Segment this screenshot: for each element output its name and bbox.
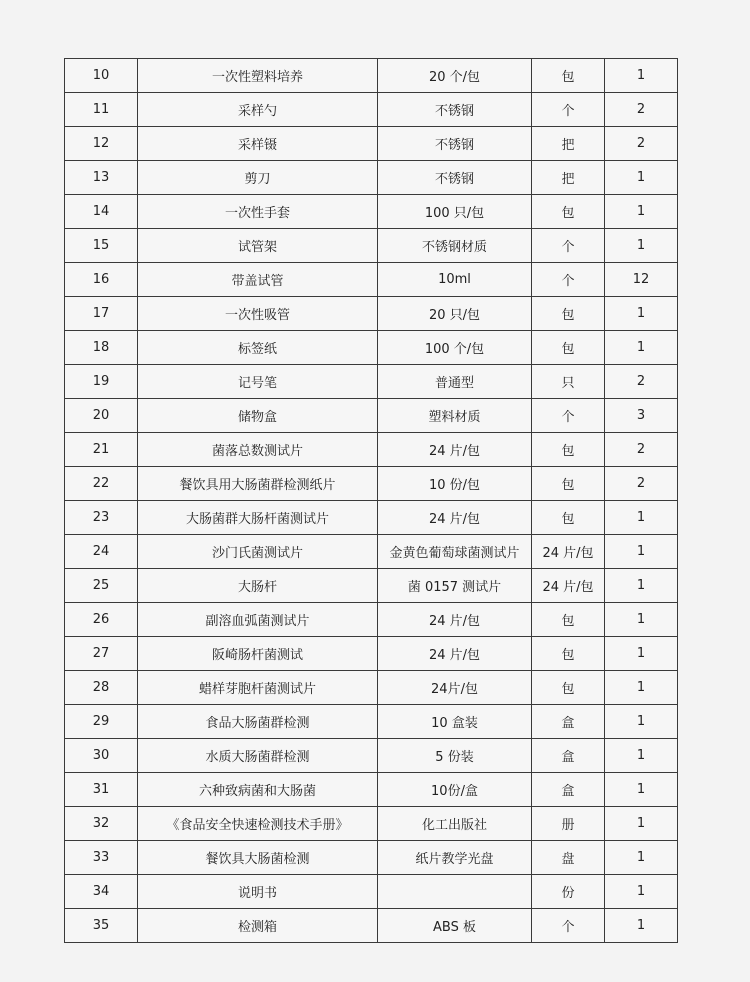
item-spec-cell: 不锈钢 [378, 127, 532, 161]
item-number-cell: 29 [65, 705, 138, 739]
item-name-cell: 标签纸 [138, 331, 378, 365]
table-row [65, 773, 678, 807]
table-row [65, 909, 678, 943]
item-spec-cell: 化工出版社 [378, 807, 532, 841]
item-unit-cell: 册 [532, 807, 605, 841]
item-quantity-cell: 1 [605, 841, 678, 875]
item-spec-cell: ABS 板 [378, 909, 532, 943]
table-row [65, 263, 678, 297]
table-row [65, 637, 678, 671]
table-row [65, 467, 678, 501]
table-row [65, 331, 678, 365]
item-unit-cell: 包 [532, 637, 605, 671]
item-number-cell: 25 [65, 569, 138, 603]
item-unit-cell: 个 [532, 399, 605, 433]
item-quantity-cell: 2 [605, 365, 678, 399]
item-number-cell: 26 [65, 603, 138, 637]
item-spec-cell: 100 只/包 [378, 195, 532, 229]
item-quantity-cell: 2 [605, 127, 678, 161]
item-unit-cell: 盒 [532, 739, 605, 773]
item-name-cell: 采样镊 [138, 127, 378, 161]
item-spec-cell: 10份/盒 [378, 773, 532, 807]
item-unit-cell: 份 [532, 875, 605, 909]
item-name-cell: 储物盒 [138, 399, 378, 433]
item-spec-cell: 10 盒装 [378, 705, 532, 739]
item-name-cell: 菌落总数测试片 [138, 433, 378, 467]
item-spec-cell: 不锈钢材质 [378, 229, 532, 263]
item-number-cell: 16 [65, 263, 138, 297]
item-name-cell: 采样勺 [138, 93, 378, 127]
table-row [65, 93, 678, 127]
item-spec-cell: 普通型 [378, 365, 532, 399]
table-row [65, 59, 678, 93]
item-name-cell: 《食品安全快速检测技术手册》 [138, 807, 378, 841]
item-number-cell: 11 [65, 93, 138, 127]
item-name-cell: 餐饮具大肠菌检测 [138, 841, 378, 875]
item-unit-cell: 把 [532, 127, 605, 161]
item-name-cell: 阪崎肠杆菌测试 [138, 637, 378, 671]
item-name-cell: 餐饮具用大肠菌群检测纸片 [138, 467, 378, 501]
item-name-cell: 六种致病菌和大肠菌 [138, 773, 378, 807]
item-spec-cell: 5 份装 [378, 739, 532, 773]
table-row [65, 365, 678, 399]
item-spec-cell: 20 只/包 [378, 297, 532, 331]
item-spec-cell: 24 片/包 [378, 603, 532, 637]
item-number-cell: 32 [65, 807, 138, 841]
item-name-cell: 副溶血弧菌测试片 [138, 603, 378, 637]
item-number-cell: 18 [65, 331, 138, 365]
item-number-cell: 24 [65, 535, 138, 569]
table-row [65, 705, 678, 739]
item-spec-cell: 纸片教学光盘 [378, 841, 532, 875]
item-unit-cell: 盒 [532, 705, 605, 739]
item-spec-cell: 24片/包 [378, 671, 532, 705]
item-spec-cell: 24 片/包 [378, 637, 532, 671]
item-quantity-cell: 1 [605, 535, 678, 569]
item-quantity-cell: 1 [605, 569, 678, 603]
item-unit-cell: 24 片/包 [532, 535, 605, 569]
item-number-cell: 17 [65, 297, 138, 331]
item-number-cell: 12 [65, 127, 138, 161]
item-quantity-cell: 1 [605, 331, 678, 365]
item-number-cell: 22 [65, 467, 138, 501]
table-row [65, 229, 678, 263]
item-unit-cell: 包 [532, 433, 605, 467]
item-name-cell: 沙门氏菌测试片 [138, 535, 378, 569]
item-quantity-cell: 2 [605, 93, 678, 127]
item-spec-cell: 塑料材质 [378, 399, 532, 433]
table-row [65, 161, 678, 195]
item-quantity-cell: 1 [605, 161, 678, 195]
table-row [65, 297, 678, 331]
item-quantity-cell: 1 [605, 229, 678, 263]
item-unit-cell: 包 [532, 59, 605, 93]
item-spec-cell: 100 个/包 [378, 331, 532, 365]
table-row [65, 841, 678, 875]
table-row [65, 603, 678, 637]
table-row [65, 535, 678, 569]
item-number-cell: 23 [65, 501, 138, 535]
item-quantity-cell: 1 [605, 59, 678, 93]
item-quantity-cell: 1 [605, 603, 678, 637]
item-name-cell: 试管架 [138, 229, 378, 263]
item-spec-cell: 金黄色葡萄球菌测试片 [378, 535, 532, 569]
item-quantity-cell: 1 [605, 297, 678, 331]
item-quantity-cell: 1 [605, 773, 678, 807]
item-unit-cell: 把 [532, 161, 605, 195]
item-unit-cell: 包 [532, 603, 605, 637]
table-row [65, 501, 678, 535]
equipment-list-table [64, 58, 678, 943]
item-unit-cell: 个 [532, 909, 605, 943]
item-name-cell: 记号笔 [138, 365, 378, 399]
item-name-cell: 大肠杆 [138, 569, 378, 603]
item-quantity-cell: 1 [605, 501, 678, 535]
item-quantity-cell: 1 [605, 637, 678, 671]
item-unit-cell: 包 [532, 331, 605, 365]
item-spec-cell: 10 份/包 [378, 467, 532, 501]
item-unit-cell: 包 [532, 671, 605, 705]
item-number-cell: 33 [65, 841, 138, 875]
table-row [65, 807, 678, 841]
item-quantity-cell: 1 [605, 875, 678, 909]
item-unit-cell: 包 [532, 297, 605, 331]
item-number-cell: 31 [65, 773, 138, 807]
table-row [65, 195, 678, 229]
item-quantity-cell: 1 [605, 195, 678, 229]
item-spec-cell: 不锈钢 [378, 161, 532, 195]
item-name-cell: 剪刀 [138, 161, 378, 195]
item-quantity-cell: 1 [605, 909, 678, 943]
table-row [65, 569, 678, 603]
item-number-cell: 14 [65, 195, 138, 229]
item-unit-cell: 盒 [532, 773, 605, 807]
item-quantity-cell: 2 [605, 433, 678, 467]
item-name-cell: 一次性手套 [138, 195, 378, 229]
table-row [65, 875, 678, 909]
item-unit-cell: 包 [532, 501, 605, 535]
item-quantity-cell: 3 [605, 399, 678, 433]
item-name-cell: 说明书 [138, 875, 378, 909]
item-number-cell: 28 [65, 671, 138, 705]
item-unit-cell: 只 [532, 365, 605, 399]
table-body [65, 59, 678, 943]
item-number-cell: 35 [65, 909, 138, 943]
item-spec-cell: 24 片/包 [378, 433, 532, 467]
item-name-cell: 蜡样芽胞杆菌测试片 [138, 671, 378, 705]
item-quantity-cell: 1 [605, 807, 678, 841]
item-unit-cell: 24 片/包 [532, 569, 605, 603]
item-spec-cell [378, 875, 532, 909]
item-number-cell: 19 [65, 365, 138, 399]
item-quantity-cell: 1 [605, 739, 678, 773]
item-number-cell: 34 [65, 875, 138, 909]
table-row [65, 433, 678, 467]
item-quantity-cell: 1 [605, 705, 678, 739]
item-unit-cell: 包 [532, 467, 605, 501]
item-name-cell: 大肠菌群大肠杆菌测试片 [138, 501, 378, 535]
item-spec-cell: 20 个/包 [378, 59, 532, 93]
item-number-cell: 27 [65, 637, 138, 671]
item-number-cell: 20 [65, 399, 138, 433]
item-number-cell: 30 [65, 739, 138, 773]
item-name-cell: 食品大肠菌群检测 [138, 705, 378, 739]
item-name-cell: 水质大肠菌群检测 [138, 739, 378, 773]
table-row [65, 671, 678, 705]
item-number-cell: 15 [65, 229, 138, 263]
item-quantity-cell: 1 [605, 671, 678, 705]
item-unit-cell: 包 [532, 195, 605, 229]
item-name-cell: 检测箱 [138, 909, 378, 943]
item-name-cell: 一次性塑料培养 [138, 59, 378, 93]
item-quantity-cell: 12 [605, 263, 678, 297]
item-spec-cell: 菌 0157 测试片 [378, 569, 532, 603]
item-unit-cell: 个 [532, 229, 605, 263]
item-spec-cell: 24 片/包 [378, 501, 532, 535]
item-number-cell: 13 [65, 161, 138, 195]
item-unit-cell: 盘 [532, 841, 605, 875]
table-row [65, 739, 678, 773]
table-row [65, 127, 678, 161]
item-unit-cell: 个 [532, 93, 605, 127]
item-quantity-cell: 2 [605, 467, 678, 501]
item-number-cell: 10 [65, 59, 138, 93]
item-spec-cell: 不锈钢 [378, 93, 532, 127]
item-name-cell: 带盖试管 [138, 263, 378, 297]
item-spec-cell: 10ml [378, 263, 532, 297]
item-unit-cell: 个 [532, 263, 605, 297]
item-name-cell: 一次性吸管 [138, 297, 378, 331]
table-row [65, 399, 678, 433]
item-number-cell: 21 [65, 433, 138, 467]
